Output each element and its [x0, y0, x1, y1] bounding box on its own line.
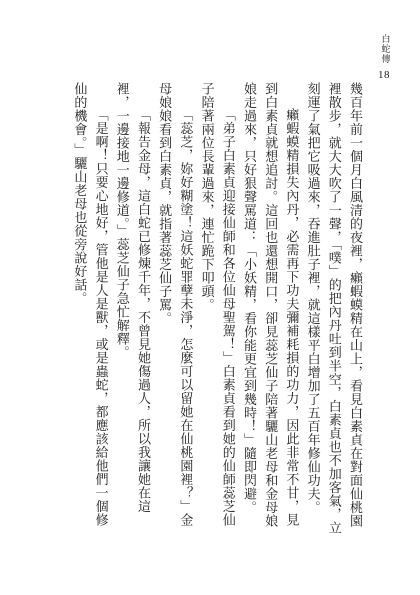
paragraph: 幾百年前一個月白風清的夜裡，癩蝦蟆精在山上，看見白素貞在對面仙桃園裡散步，就大大吹了一聲，「噗」的把內丹吐到半空，白素貞也不加客氣，立刻運了氣把它吸過來，吞進肚子裡，就這樣平白增加了五百年修仙功夫。 — [304, 82, 362, 535]
running-title: 白蛇傳 — [379, 34, 390, 64]
paragraph: 「蕊芝，妳好糊塗！這妖蛇罪孽未淨，怎麼可以留她在仙桃園裡？」金母娘娘看到白素貞，就指著蕊芝仙子罵。 — [156, 82, 193, 527]
paragraph: 「弟子白素貞迎接仙師和各位仙母聖駕！」白素貞看到她的仙師蕊芝仙子陪著兩位長輩過來，連忙跪下叩頭。 — [198, 82, 235, 527]
paragraph: 癩蝦蟆精損失內丹，必需再下功夫彌補耗損的功力，因此非常不甘，見到白素貞就想追討。這回也還想開口，卻見蕊芝仙子陪著驪山老母和金母娘娘走過來，只好狠聲罵道：「小妖精，看你能更宜到幾時！」隨即閃避。 — [240, 82, 299, 528]
paragraph: 「是啊！只要心地好，管他是人是獸，或是蟲蛇，都應該給他們一個修仙的機會。」驪山老母也從旁說好話。 — [71, 82, 108, 527]
page-number: 18 — [378, 69, 390, 81]
page-header — [378, 34, 390, 81]
body-text — [65, 82, 365, 537]
paragraph: 「報告金母，這白蛇已修煉千年，不曾見她傷過人，所以我讓她在這裡，一邊接地一邊修道。」蕊芝仙子急忙解釋。 — [113, 82, 150, 513]
